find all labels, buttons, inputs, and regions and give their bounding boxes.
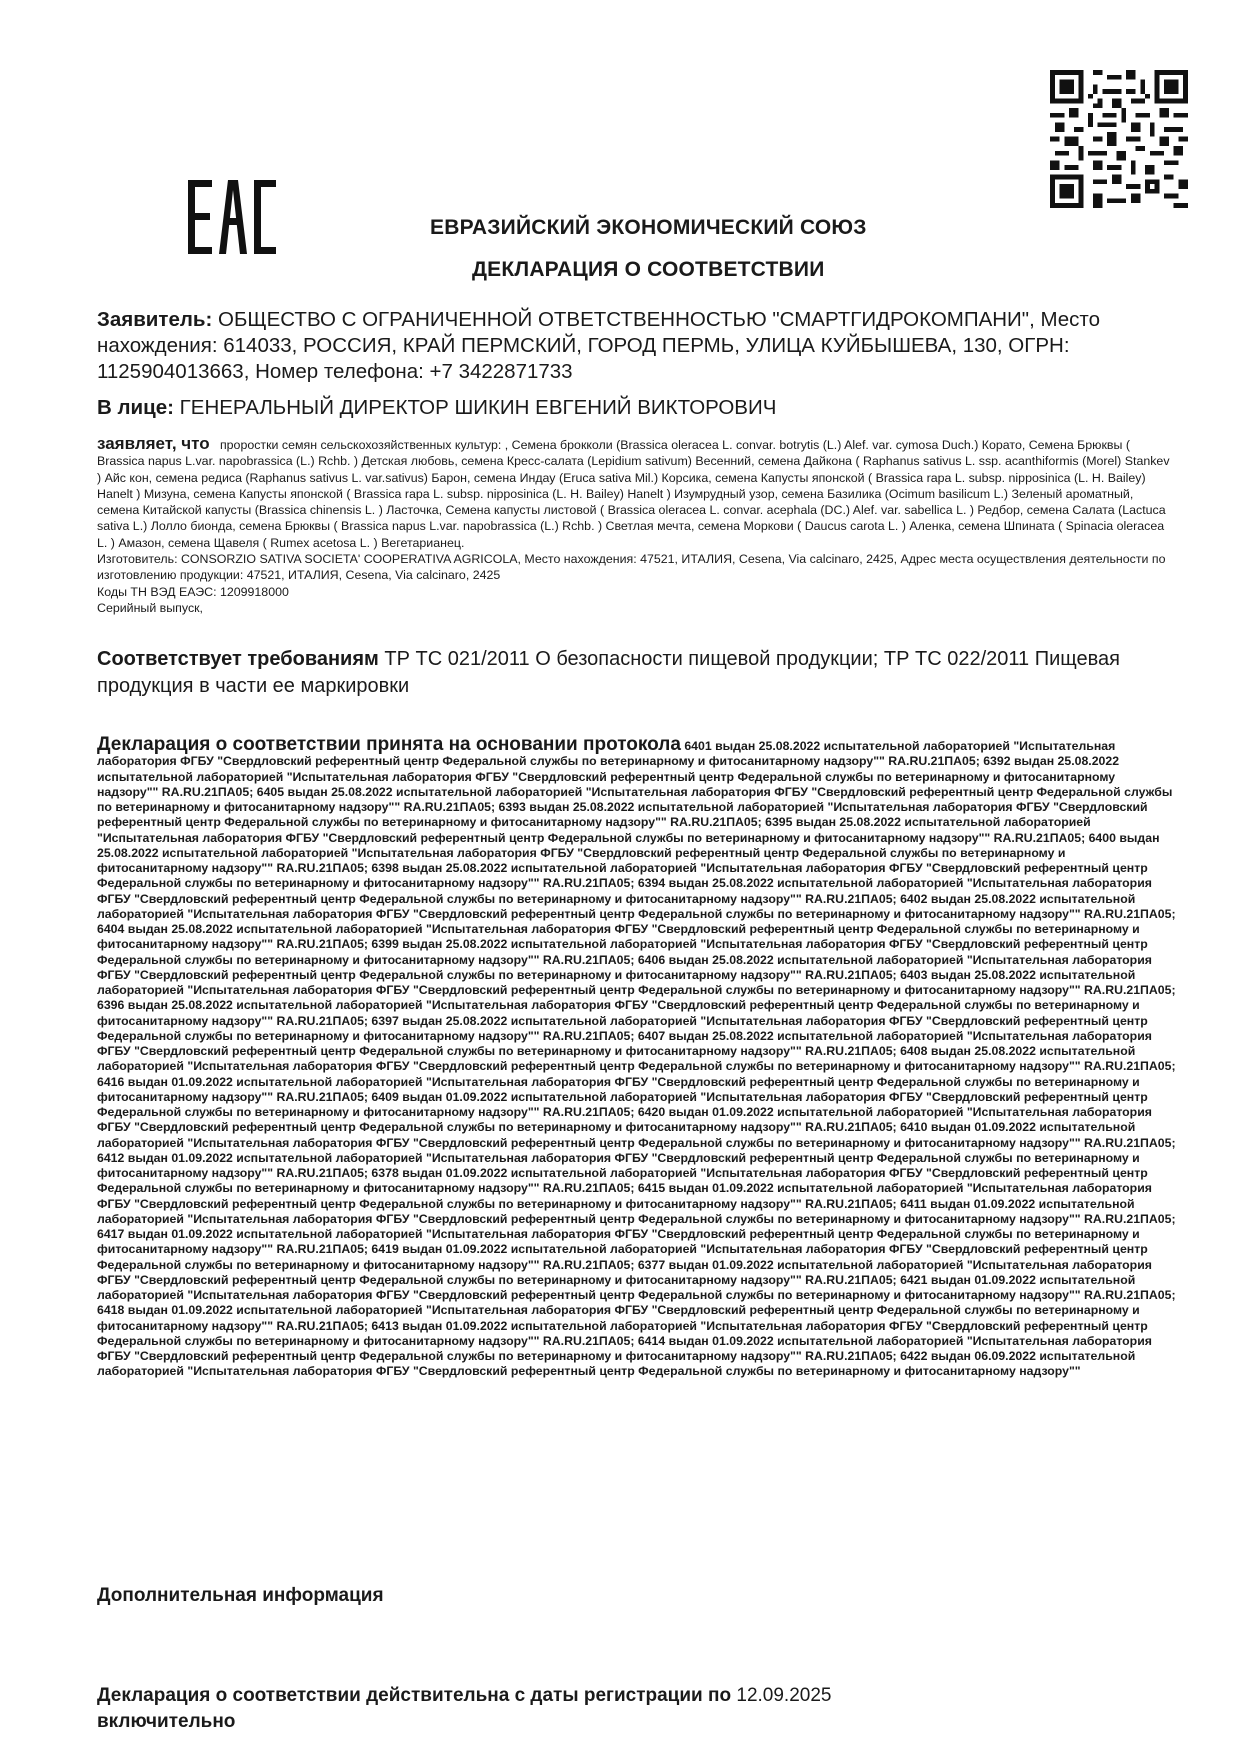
document-title: ДЕКЛАРАЦИЯ О СООТВЕТСТВИИ: [472, 258, 825, 281]
manufacturer-text: Изготовитель: CONSORZIO SATIVA SOCIETA' COOPERATIVA AGRICOLA, Место нахождения: 47521, ИТАЛИЯ, Cesena, Via calcinaro, 2425, Адрес места осуществления деятельности по изготовлению продукции: 47521, ИТАЛИЯ, Cesena, Via calcinaro, 2425: [97, 552, 1166, 583]
conformity-block: [97, 646, 1157, 700]
additional-info-heading: Дополнительная информация: [97, 1585, 384, 1606]
union-title: ЕВРАЗИЙСКИЙ ЭКОНОМИЧЕСКИЙ СОЮЗ: [430, 216, 867, 239]
declares-label: заявляет, что: [97, 434, 210, 453]
serial-production: Серийный выпуск,: [97, 600, 203, 615]
qr-code-icon: [1050, 68, 1188, 210]
declares-block: [97, 436, 1172, 616]
protocol-basis-label: Декларация о соответствии принята на основании протокола: [97, 734, 681, 755]
validity-label: Декларация о соответствии действительна с даты регистрации по: [97, 1685, 732, 1706]
representative-text: ГЕНЕРАЛЬНЫЙ ДИРЕКТОР ШИКИН ЕВГЕНИЙ ВИКТОРОВИЧ: [173, 396, 777, 419]
conformity-label: Соответствует требованиям: [97, 648, 379, 670]
validity-block: [97, 1683, 1057, 1735]
validity-date: 12.09.2025: [736, 1685, 832, 1706]
applicant-text: ОБЩЕСТВО С ОГРАНИЧЕННОЙ ОТВЕТСТВЕННОСТЬЮ "СМАРТГИДРОКОМПАНИ", Место нахождения: 614033, РОССИЯ, КРАЙ ПЕРМСКИЙ, ГОРОД ПЕРМЬ, УЛИЦА КУЙБЫШЕВА, 130, ОГРН: 1125904013663, Номер телефона: +7 3422871733: [97, 308, 1100, 383]
product-description: проростки семян сельскохозяйственных культур: , Семена брокколи (Brassica oleracea L. convar. botrytis (L.) Alef. var. cymosa Duch.) Корато, Семена Брюквы ( Brassica napus L.var. napobrassica (L.) Rchb. ) Детская любовь, семена Кресс-салата (Lepidium sativum) Весенний, семена Дайкона ( Raphanus sativus L. ssp. acanthiformis (Morel) Stankev ) Айс кон, семена редиса (Raphanus sativus L. var.sativus) Барон, семена Индау (Eruca sativa Mil.) Корсика, семена Капусты японской ( Brassica rapa L. subsp. nipposinica (L. H. Bailey) Hanelt ) Мизуна, семена Капусты японской ( Brassica rapa L. subsp. nipposinica (L. H. Bailey) Hanelt ) Изумрудный узор, семена Базилика (Ocimum basilicum L.) Зеленый ароматный, семена Китайской капусты (Brassica chinensis L. ) Ласточка, Семена капусты листовой ( Brassica oleracea L. convar. acephala (DC.) Alef. var. sabellica L. ) Редбор, семена Салата (Lactuca sativa L.) Лолло бионда, семена Брюквы ( Brassica napus L.var. napobrassica (L.) Rchb. ) Светлая мечта, семена Моркови ( Daucus carota L. ) Аленка, семена Шпината ( Spinacia oleracea L. ) Амазон, семена Щавеля ( Rumex acetosa L. ) Вегетарианец.: [97, 438, 1170, 550]
validity-suffix: включительно: [97, 1711, 236, 1732]
hs-codes: Коды ТН ВЭД ЕАЭС: 1209918000: [97, 584, 289, 599]
applicant-label: Заявитель:: [97, 308, 213, 331]
eac-mark-icon: [186, 178, 278, 256]
representative-label: В лице:: [97, 396, 174, 419]
protocol-basis-text: 6401 выдан 25.08.2022 испытательной лабораторией "Испытательная лаборатория ФГБУ "Свердловский референтный центр Федеральной службы по ветеринарному и фитосанитарному надзору"" RA.RU.21ПА05; 6392 выдан 25.08.2022 испытательной лабораторией "Испытательная лаборатория ФГБУ "Свердловский референтный центр Федеральной службы по ветеринарному и фитосанитарному надзору"" RA.RU.21ПА05; 6405 выдан 25.08.2022 испытательной лабораторией "Испытательная лаборатория ФГБУ "Свердловский референтный центр Федеральной службы по ветеринарному и фитосанитарному надзору"" RA.RU.21ПА05; 6393 выдан 25.08.2022 испытательной лабораторией "Испытательная лаборатория ФГБУ "Свердловский референтный центр Федеральной службы по ветеринарному и фитосанитарному надзору"" RA.RU.21ПА05; 6395 выдан 25.08.2022 испытательной лабораторией "Испытательная лаборатория ФГБУ "Свердловский референтный центр Федеральной службы по ветеринарному и фитосанитарному надзору"" RA.RU.21ПА05; 6400 выдан 25.08.2022 испытательной лабораторией "Испытательная лаборатория ФГБУ "Свердловский референтный центр Федеральной службы по ветеринарному и фитосанитарному надзору"" RA.RU.21ПА05; 6398 выдан 25.08.2022 испытательной лабораторией "Испытательная лаборатория ФГБУ "Свердловский референтный центр Федеральной службы по ветеринарному и фитосанитарному надзору"" RA.RU.21ПА05; 6394 выдан 25.08.2022 испытательной лабораторией "Испытательная лаборатория ФГБУ "Свердловский референтный центр Федеральной службы по ветеринарному и фитосанитарному надзору"" RA.RU.21ПА05; 6402 выдан 25.08.2022 испытательной лабораторией "Испытательная лаборатория ФГБУ "Свердловский референтный центр Федеральной службы по ветеринарному и фитосанитарному надзору"" RA.RU.21ПА05; 6404 выдан 25.08.2022 испытательной лабораторией "Испытательная лаборатория ФГБУ "Свердловский референтный центр Федеральной службы по ветеринарному и фитосанитарному надзору"" RA.RU.21ПА05; 6399 выдан 25.08.2022 испытательной лабораторией "Испытательная лаборатория ФГБУ "Свердловский референтный центр Федеральной службы по ветеринарному и фитосанитарному надзору"" RA.RU.21ПА05; 6406 выдан 25.08.2022 испытательной лабораторией "Испытательная лаборатория ФГБУ "Свердловский референтный центр Федеральной службы по ветеринарному и фитосанитарному надзору"" RA.RU.21ПА05; 6403 выдан 25.08.2022 испытательной лабораторией "Испытательная лаборатория ФГБУ "Свердловский референтный центр Федеральной службы по ветеринарному и фитосанитарному надзору"" RA.RU.21ПА05; 6396 выдан 25.08.2022 испытательной лабораторией "Испытательная лаборатория ФГБУ "Свердловский референтный центр Федеральной службы по ветеринарному и фитосанитарному надзору"" RA.RU.21ПА05; 6397 выдан 25.08.2022 испытательной лабораторией "Испытательная лаборатория ФГБУ "Свердловский референтный центр Федеральной службы по ветеринарному и фитосанитарному надзору"" RA.RU.21ПА05; 6407 выдан 25.08.2022 испытательной лабораторией "Испытательная лаборатория ФГБУ "Свердловский референтный центр Федеральной службы по ветеринарному и фитосанитарному надзору"" RA.RU.21ПА05; 6408 выдан 25.08.2022 испытательной лабораторией "Испытательная лаборатория ФГБУ "Свердловский референтный центр Федеральной службы по ветеринарному и фитосанитарному надзору"" RA.RU.21ПА05; 6416 выдан 01.09.2022 испытательной лабораторией "Испытательная лаборатория ФГБУ "Свердловский референтный центр Федеральной службы по ветеринарному и фитосанитарному надзору"" RA.RU.21ПА05; 6409 выдан 01.09.2022 испытательной лабораторией "Испытательная лаборатория ФГБУ "Свердловский референтный центр Федеральной службы по ветеринарному и фитосанитарному надзору"" RA.RU.21ПА05; 6420 выдан 01.09.2022 испытательной лабораторией "Испытательная лаборатория ФГБУ "Свердловский референтный центр Федеральной службы по ветеринарному и фитосанитарному надзору"" RA.RU.21ПА05; 6410 выдан 01.09.2022 испытательной лабораторией "Испытательная лаборатория ФГБУ "Свердловский референтный центр Федеральной службы по ветеринарному и фитосанитарному надзору"" RA.RU.21ПА05; 6412 выдан 01.09.2022 испытательной лабораторией "Испытательная лаборатория ФГБУ "Свердловский референтный центр Федеральной службы по ветеринарному и фитосанитарному надзору"" RA.RU.21ПА05; 6378 выдан 01.09.2022 испытательной лабораторией "Испытательная лаборатория ФГБУ "Свердловский референтный центр Федеральной службы по ветеринарному и фитосанитарному надзору"" RA.RU.21ПА05; 6415 выдан 01.09.2022 испытательной лабораторией "Испытательная лаборатория ФГБУ "Свердловский референтный центр Федеральной службы по ветеринарному и фитосанитарному надзору"" RA.RU.21ПА05; 6411 выдан 01.09.2022 испытательной лабораторией "Испытательная лаборатория ФГБУ "Свердловский референтный центр Федеральной службы по ветеринарному и фитосанитарному надзору"" RA.RU.21ПА05; 6417 выдан 01.09.2022 испытательной лабораторией "Испытательная лаборатория ФГБУ "Свердловский референтный центр Федеральной службы по ветеринарному и фитосанитарному надзору"" RA.RU.21ПА05; 6419 выдан 01.09.2022 испытательной лабораторией "Испытательная лаборатория ФГБУ "Свердловский референтный центр Федеральной службы по ветеринарному и фитосанитарному надзору"" RA.RU.21ПА05; 6377 выдан 01.09.2022 испытательной лабораторией "Испытательная лаборатория ФГБУ "Свердловский референтный центр Федеральной службы по ветеринарному и фитосанитарному надзору"" RA.RU.21ПА05; 6421 выдан 01.09.2022 испытательной лабораторией "Испытательная лаборатория ФГБУ "Свердловский референтный центр Федеральной службы по ветеринарному и фитосанитарному надзору"" RA.RU.21ПА05; 6418 выдан 01.09.2022 испытательной лабораторией "Испытательная лаборатория ФГБУ "Свердловский референтный центр Федеральной службы по ветеринарному и фитосанитарному надзору"" RA.RU.21ПА05; 6413 выдан 01.09.2022 испытательной лабораторией "Испытательная лаборатория ФГБУ "Свердловский референтный центр Федеральной службы по ветеринарному и фитосанитарному надзору"" RA.RU.21ПА05; 6414 выдан 01.09.2022 испытательной лабораторией "Испытательная лаборатория ФГБУ "Свердловский референтный центр Федеральной службы по ветеринарному и фитосанитарному надзору"" RA.RU.21ПА05; 6422 выдан 06.09.2022 испытательной лабораторией "Испытательная лаборатория ФГБУ "Свердловский референтный центр Федеральной службы по ветеринарному и фитосанитарному надзору"": [97, 739, 1176, 1379]
protocol-basis-block: [97, 734, 1177, 1380]
conformity-text: ТР ТС 021/2011 О безопасности пищевой продукции; ТР ТС 022/2011 Пищевая продукция в части ее маркировки: [97, 648, 1120, 697]
representative-block: [97, 396, 1157, 420]
applicant-block: [97, 307, 1157, 385]
